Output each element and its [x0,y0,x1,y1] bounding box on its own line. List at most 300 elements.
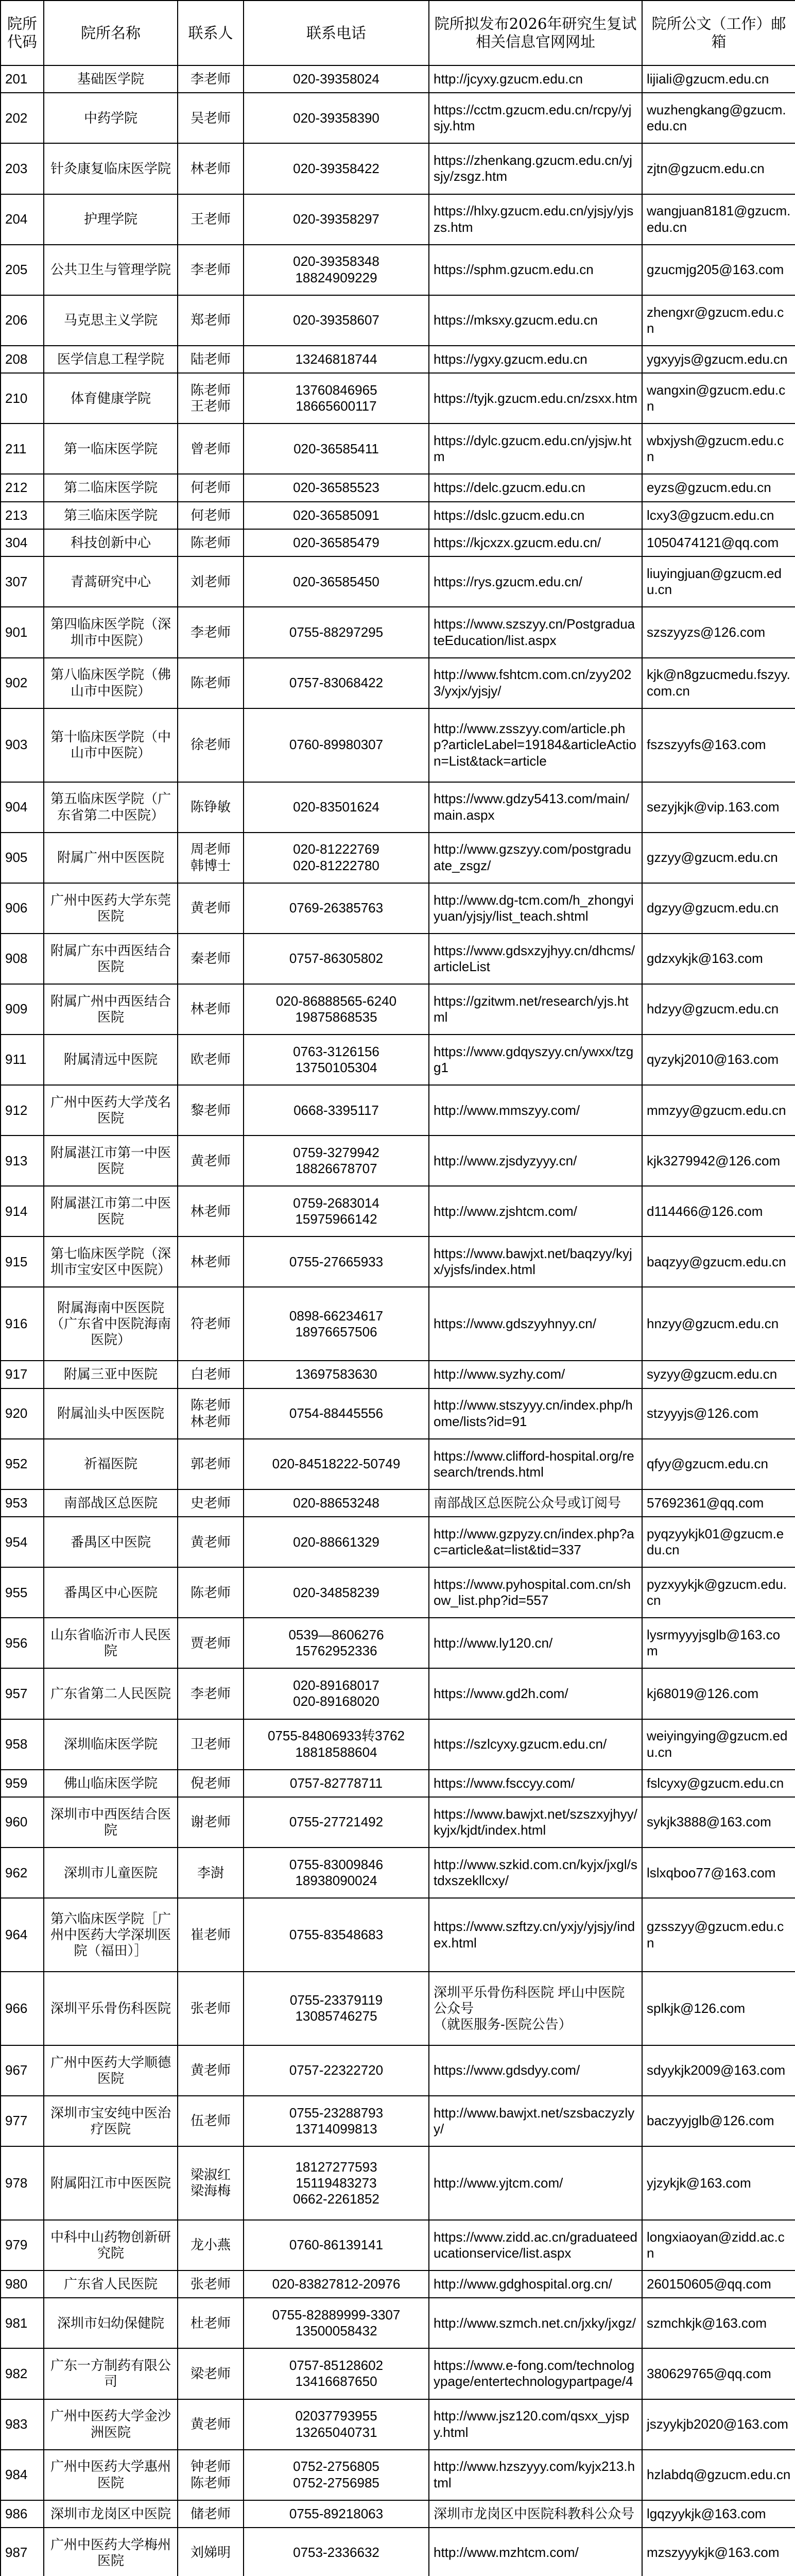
contact-phone: 0754-88445556 [244,1388,429,1439]
table-row [1,93,795,143]
institute-code: 978 [1,2146,44,2220]
institute-code: 203 [1,143,44,194]
table-row [1,1236,795,1287]
header-row [1,1,795,65]
institute-name: 广州中医药大学金沙洲医院 [44,2399,178,2450]
email-cell: splkjk@126.com [642,1972,795,2045]
website-cell: http://www.ly120.cn/ [429,1618,642,1668]
contact-person: 郭老师 [178,1439,244,1489]
institute-name: 科技创新中心 [44,529,178,556]
contact-person: 林老师 [178,984,244,1035]
institute-name: 第六临床医学院［广州中医药大学深圳医院（福田）］ [44,1898,178,1972]
institute-code: 206 [1,295,44,346]
website-cell: https://gzitwm.net/research/yjs.html [429,984,642,1035]
institute-code: 212 [1,474,44,501]
institute-name: 公共卫生与管理学院 [44,245,178,295]
institute-code: 986 [1,2500,44,2528]
institute-name: 第十临床医学院（中山市中医院） [44,708,178,782]
contact-person: 倪老师 [178,1770,244,1797]
contact-person: 秦老师 [178,934,244,984]
contact-person: 陆老师 [178,346,244,373]
website-cell: https://www.gdsdyy.com/ [429,2045,642,2096]
contact-phone: 020-84518222-50749 [244,1439,429,1489]
institute-name: 深圳平乐骨伤科医院 [44,1972,178,2045]
website-cell: https://www.gd2h.com/ [429,1668,642,1719]
contact-phone: 13760846965 18665600117 [244,373,429,423]
contact-phone: 0753-2336632 [244,2528,429,2576]
table-row [1,1439,795,1489]
contact-person: 郑老师 [178,295,244,346]
header-contact-person: 联系人 [178,1,244,65]
institute-code: 211 [1,423,44,474]
institute-code: 967 [1,2045,44,2096]
email-cell: gzsszyy@gzucm.edu.cn [642,1898,795,1972]
institute-name: 第一临床医学院 [44,423,178,474]
email-cell: 380629765@qq.com [642,2348,795,2399]
email-cell: yjzykjk@163.com [642,2146,795,2220]
contact-person: 刘娣明 [178,2528,244,2576]
contact-person: 杜老师 [178,2298,244,2348]
table-row [1,556,795,607]
table-row [1,2450,795,2500]
contact-phone: 0755-27721492 [244,1797,429,1848]
contact-person: 王老师 [178,194,244,245]
table-row [1,708,795,782]
contact-phone: 020-81222769 020-81222780 [244,833,429,883]
institute-code: 977 [1,2096,44,2146]
email-cell: mmzyy@gzucm.edu.cn [642,1085,795,1136]
website-cell: https://www.gdsxzyjhyy.cn/dhcms/articleList [429,934,642,984]
institute-code: 208 [1,346,44,373]
contact-phone: 0898-66234617 18976657506 [244,1287,429,1361]
contact-person: 梁淑红 梁海梅 [178,2146,244,2220]
institute-name: 第二临床医学院 [44,474,178,501]
email-cell: dgzyy@gzucm.edu.cn [642,883,795,934]
contact-phone: 0757-86305802 [244,934,429,984]
contact-person: 陈老师 [178,658,244,708]
email-cell: wbxjysh@gzucm.edu.cn [642,423,795,474]
institute-code: 307 [1,556,44,607]
website-cell: https://www.szftzy.cn/yxjy/yjsjy/index.html [429,1898,642,1972]
website-cell: https://www.gdszyyhnyy.cn/ [429,1287,642,1361]
website-cell: https://www.fsccyy.com/ [429,1770,642,1797]
contact-person: 曾老师 [178,423,244,474]
institute-code: 213 [1,502,44,529]
contact-person: 龙小燕 [178,2220,244,2270]
website-cell: https://dslc.gzucm.edu.cn [429,502,642,529]
contact-person: 崔老师 [178,1898,244,1972]
institute-code: 920 [1,1388,44,1439]
website-cell: https://zhenkang.gzucm.edu.cn/yjsjy/zsgz.htm [429,143,642,194]
institute-name: 针灸康复临床医学院 [44,143,178,194]
table-row [1,883,795,934]
table-row [1,143,795,194]
institute-name: 第五临床医学院（广东省第二中医院） [44,782,178,833]
table-row [1,2500,795,2528]
email-cell: pyzxyykjk@gzucm.edu.cn [642,1567,795,1618]
institute-name: 附属湛江市第一中医医院 [44,1136,178,1186]
table-row [1,1898,795,1972]
contact-person: 张老师 [178,2270,244,2298]
institute-name: 附属阳江市中医医院 [44,2146,178,2220]
website-cell: http://www.jsz120.com/qsxx_yjspy.html [429,2399,642,2450]
table-row [1,1517,795,1567]
email-cell: fszszyyfs@163.com [642,708,795,782]
website-cell: http://www.mzhtcm.com/ [429,2528,642,2576]
contact-phone: 0755-88297295 [244,607,429,657]
email-cell: wuzhengkang@gzucm.edu.cn [642,93,795,143]
contact-phone: 0755-23288793 13714099813 [244,2096,429,2146]
email-cell: lcxy3@gzucm.edu.cn [642,502,795,529]
contact-person: 李老师 [178,65,244,93]
header-website: 院所拟发布2026年研究生复试相关信息官网网址 [429,1,642,65]
contact-phone: 0760-89980307 [244,708,429,782]
institute-name: 祈福医院 [44,1439,178,1489]
email-cell: qyzykj2010@163.com [642,1035,795,1085]
contact-phone: 020-89168017 020-89168020 [244,1668,429,1719]
contact-phone: 0755-23379119 13085746275 [244,1972,429,2045]
contact-phone: 020-39358348 18824909229 [244,245,429,295]
table-row [1,245,795,295]
institute-code: 210 [1,373,44,423]
institute-name: 中科中山药物创新研究院 [44,2220,178,2270]
table-row [1,2399,795,2450]
email-cell: lslxqboo77@163.com [642,1848,795,1898]
table-row [1,1361,795,1388]
email-cell: lijiali@gzucm.edu.cn [642,65,795,93]
contact-phone: 0752-2756805 0752-2756985 [244,2450,429,2500]
table-row [1,65,795,93]
email-cell: jszyykjb2020@163.com [642,2399,795,2450]
contact-phone: 020-83827812-20976 [244,2270,429,2298]
contact-person: 徐老师 [178,708,244,782]
website-cell: https://www.gdqyszyy.cn/ywxx/tzgg1 [429,1035,642,1085]
institute-code: 204 [1,194,44,245]
institute-code: 911 [1,1035,44,1085]
website-cell: 深圳市龙岗区中医院科教科公众号 [429,2500,642,2528]
institute-name: 深圳市中西医结合医院 [44,1797,178,1848]
website-cell: http://www.zsszyy.com/article.php?articleLabel=19184&articleAction=List&tack=article [429,708,642,782]
table-header [1,1,795,65]
contact-person: 钟老师 陈老师 [178,2450,244,2500]
table-body [1,65,795,2576]
table-row [1,2298,795,2348]
email-cell: lgqzyykjk@163.com [642,2500,795,2528]
contact-person: 林老师 [178,143,244,194]
institute-code: 909 [1,984,44,1035]
contact-person: 谢老师 [178,1797,244,1848]
website-cell: http://www.gzpyzy.cn/index.php?ac=article&at=list&tid=337 [429,1517,642,1567]
email-cell: sezyjkjk@vip.163.com [642,782,795,833]
website-cell: https://www.pyhospital.com.cn/show_list.php?id=557 [429,1567,642,1618]
email-cell: gzzyy@gzucm.edu.cn [642,833,795,883]
table-row [1,1719,795,1770]
institute-code: 979 [1,2220,44,2270]
institute-name: 广州中医药大学顺德医院 [44,2045,178,2096]
table-row [1,2220,795,2270]
institute-code: 904 [1,782,44,833]
website-cell: http://www.hzszyyy.com/kyjx213.html [429,2450,642,2500]
website-cell: https://www.szszyy.cn/PostgraduateEducation/list.aspx [429,607,642,657]
institute-code: 903 [1,708,44,782]
email-cell: qfyy@gzucm.edu.cn [642,1439,795,1489]
institute-name: 附属广东中西医结合医院 [44,934,178,984]
table-row [1,934,795,984]
contact-person: 陈老师 王老师 [178,373,244,423]
email-cell: szszyyzs@126.com [642,607,795,657]
institute-code: 956 [1,1618,44,1668]
contact-phone: 020-39358024 [244,65,429,93]
contact-person: 史老师 [178,1489,244,1517]
website-cell: https://delc.gzucm.edu.cn [429,474,642,501]
institute-code: 960 [1,1797,44,1848]
website-cell: https://szlcyxy.gzucm.edu.cn/ [429,1719,642,1770]
contact-person: 黎老师 [178,1085,244,1136]
contact-phone: 020-36585523 [244,474,429,501]
website-cell: https://ygxy.gzucm.edu.cn [429,346,642,373]
contact-person: 黄老师 [178,1517,244,1567]
table-row [1,1797,795,1848]
website-cell: http://www.gzszyy.com/postgraduate_zsgz/ [429,833,642,883]
contact-person: 陈老师 林老师 [178,1388,244,1439]
contact-person: 符老师 [178,1287,244,1361]
contact-person: 贾老师 [178,1618,244,1668]
contact-phone: 0668-3395117 [244,1085,429,1136]
contact-phone: 0760-86139141 [244,2220,429,2270]
contact-phone: 0757-22322720 [244,2045,429,2096]
contact-phone: 0755-82889999-3307 13500058432 [244,2298,429,2348]
contact-person: 林老师 [178,1236,244,1287]
institute-code: 983 [1,2399,44,2450]
contact-person: 李老师 [178,607,244,657]
email-cell: kjk@n8gzucmedu.fszyy.com.cn [642,658,795,708]
institute-code: 984 [1,2450,44,2500]
contact-person: 李澍 [178,1848,244,1898]
contact-phone: 020-36585479 [244,529,429,556]
email-cell: wangxin@gzucm.edu.cn [642,373,795,423]
institute-name: 深圳临床医学院 [44,1719,178,1770]
website-cell: https://mksxy.gzucm.edu.cn [429,295,642,346]
contact-phone: 020-36585091 [244,502,429,529]
contact-person: 黄老师 [178,1136,244,1186]
website-cell: https://tyjk.gzucm.edu.cn/zsxx.htm [429,373,642,423]
contact-phone: 0757-83068422 [244,658,429,708]
institute-name: 第三临床医学院 [44,502,178,529]
table-row [1,1035,795,1085]
table-row [1,1618,795,1668]
contact-phone: 0759-2683014 15975966142 [244,1186,429,1236]
table-row [1,607,795,657]
table-row [1,2348,795,2399]
table-row [1,529,795,556]
email-cell: sdyykjk2009@163.com [642,2045,795,2096]
table-row [1,2146,795,2220]
email-cell: lysrmyyyjsglb@163.com [642,1618,795,1668]
contact-phone: 0769-26385763 [244,883,429,934]
institute-name: 广州中医药大学东莞医院 [44,883,178,934]
email-cell: kj68019@126.com [642,1668,795,1719]
contact-phone: 020-88661329 [244,1517,429,1567]
table-row [1,1136,795,1186]
institute-code: 916 [1,1287,44,1361]
contact-phone: 0763-3126156 13750105304 [244,1035,429,1085]
institute-code: 958 [1,1719,44,1770]
website-cell: http://www.szkid.com.cn/kyjx/jxgl/stdxszekllcxy/ [429,1848,642,1898]
contact-phone: 0755-89218063 [244,2500,429,2528]
website-cell: https://cctm.gzucm.edu.cn/rcpy/yjsjy.htm [429,93,642,143]
email-cell: mzszyyykjk@163.com [642,2528,795,2576]
email-cell: 57692361@qq.com [642,1489,795,1517]
institute-name: 深圳市妇幼保健院 [44,2298,178,2348]
email-cell: gzucmjg205@163.com [642,245,795,295]
contact-phone: 18127277593 15119483273 0662-2261852 [244,2146,429,2220]
email-cell: 1050474121@qq.com [642,529,795,556]
institute-code: 957 [1,1668,44,1719]
institute-name: 基础医学院 [44,65,178,93]
website-cell: https://dylc.gzucm.edu.cn/yjsjw.htm [429,423,642,474]
institute-code: 914 [1,1186,44,1236]
contact-phone: 0755-83009846 18938090024 [244,1848,429,1898]
contact-phone: 020-39358390 [244,93,429,143]
contact-phone: 020-36585450 [244,556,429,607]
contact-person: 刘老师 [178,556,244,607]
table-row [1,2270,795,2298]
table-row [1,2096,795,2146]
website-cell: http://www.bawjxt.net/szsbaczyzlyy/ [429,2096,642,2146]
institute-name: 附属三亚中医院 [44,1361,178,1388]
contact-phone: 0539—8606276 15762952336 [244,1618,429,1668]
table-row [1,1489,795,1517]
email-cell: hdzyy@gzucm.edu.cn [642,984,795,1035]
contact-phone: 020-88653248 [244,1489,429,1517]
contact-phone: 0755-83548683 [244,1898,429,1972]
website-cell: http://www.zjsdyzyyy.cn/ [429,1136,642,1186]
institute-code: 902 [1,658,44,708]
table-row [1,1972,795,2045]
contact-person: 伍老师 [178,2096,244,2146]
contact-phone: 0757-82778711 [244,1770,429,1797]
institute-code: 912 [1,1085,44,1136]
institute-name: 附属清远中医院 [44,1035,178,1085]
contact-person: 储老师 [178,2500,244,2528]
email-cell: gdzxykjk@163.com [642,934,795,984]
table-row [1,502,795,529]
contact-phone: 0755-84806933转3762 18818588604 [244,1719,429,1770]
table-row [1,1567,795,1618]
institute-name: 番禺区中心医院 [44,1567,178,1618]
website-cell: https://www.e-fong.com/technologypage/entertechnologypartpage/4 [429,2348,642,2399]
contact-phone: 020-39358607 [244,295,429,346]
institute-code: 966 [1,1972,44,2045]
table-row [1,1085,795,1136]
institute-name: 附属广州中西医结合医院 [44,984,178,1035]
institute-name: 第八临床医学院（佛山市中医院） [44,658,178,708]
email-cell: 260150605@qq.com [642,2270,795,2298]
table-row [1,373,795,423]
institute-code: 915 [1,1236,44,1287]
website-cell: https://www.bawjxt.net/baqzyy/kyjx/yjsfs/index.html [429,1236,642,1287]
institute-code: 901 [1,607,44,657]
website-cell: http://www.syzhy.com/ [429,1361,642,1388]
contact-phone: 13246818744 [244,346,429,373]
website-cell: http://www.stszyyy.cn/index.php/home/lists?id=91 [429,1388,642,1439]
institute-name: 附属广州中医医院 [44,833,178,883]
table-row [1,984,795,1035]
institute-name: 山东省临沂市人民医院 [44,1618,178,1668]
email-cell: liuyingjuan@gzucm.edu.cn [642,556,795,607]
institute-code: 964 [1,1898,44,1972]
email-cell: ygxyyjs@gzucm.edu.cn [642,346,795,373]
contact-person: 何老师 [178,502,244,529]
contact-phone: 020-39358297 [244,194,429,245]
institute-name: 番禺区中医院 [44,1517,178,1567]
institute-name: 体育健康学院 [44,373,178,423]
institute-code: 205 [1,245,44,295]
header-phone: 联系电话 [244,1,429,65]
institute-name: 附属湛江市第二中医医院 [44,1186,178,1236]
institute-code: 980 [1,2270,44,2298]
website-cell: https://sphm.gzucm.edu.cn [429,245,642,295]
email-cell: eyzs@gzucm.edu.cn [642,474,795,501]
website-cell: http://www.mmszyy.com/ [429,1085,642,1136]
institute-name: 第七临床医学院（深圳市宝安区中医院） [44,1236,178,1287]
email-cell: fslcyxy@gzucm.edu.cn [642,1770,795,1797]
institute-code: 953 [1,1489,44,1517]
table-row [1,194,795,245]
website-cell: http://www.szmch.net.cn/jxky/jxgz/ [429,2298,642,2348]
institute-name: 深圳市龙岗区中医院 [44,2500,178,2528]
email-cell: d114466@126.com [642,1186,795,1236]
contact-person: 陈老师 [178,1567,244,1618]
institute-name: 医学信息工程学院 [44,346,178,373]
institute-code: 954 [1,1517,44,1567]
website-cell: 深圳平乐骨伤科医院 坪山中医院公众号 （就医服务-医院公告） [429,1972,642,2045]
contact-person: 林老师 [178,1186,244,1236]
contact-person: 何老师 [178,474,244,501]
contact-phone: 13697583630 [244,1361,429,1388]
institute-name: 第四临床医学院（深圳市中医院） [44,607,178,657]
website-cell: http://www.zjshtcm.com/ [429,1186,642,1236]
institute-name: 附属汕头中医医院 [44,1388,178,1439]
email-cell: weiyingying@gzucm.edu.cn [642,1719,795,1770]
header-code: 院所代码 [1,1,44,65]
header-name: 院所名称 [44,1,178,65]
institute-code: 982 [1,2348,44,2399]
institute-name: 马克思主义学院 [44,295,178,346]
contact-phone: 0755-27665933 [244,1236,429,1287]
table-row [1,2045,795,2096]
contact-person: 周老师 韩博士 [178,833,244,883]
contact-phone: 0757-85128602 13416687650 [244,2348,429,2399]
email-cell: longxiaoyan@zidd.ac.cn [642,2220,795,2270]
table-row [1,1287,795,1361]
email-cell: baqzyy@gzucm.edu.cn [642,1236,795,1287]
table-row [1,782,795,833]
website-cell: https://www.bawjxt.net/szszxyjhyy/kyjx/kjdt/index.html [429,1797,642,1848]
table-row [1,1388,795,1439]
email-cell: syzyy@gzucm.edu.cn [642,1361,795,1388]
email-cell: baczyyjglb@126.com [642,2096,795,2146]
website-cell: http://www.fshtcm.com.cn/zyy2023/yxjx/yjsjy/ [429,658,642,708]
institute-name: 广州中医药大学惠州医院 [44,2450,178,2500]
header-email: 院所公文（工作）邮箱 [642,1,795,65]
website-cell: https://www.clifford-hospital.org/research/trends.html [429,1439,642,1489]
institute-name: 南部战区总医院 [44,1489,178,1517]
email-cell: zhengxr@gzucm.edu.cn [642,295,795,346]
email-cell: zjtn@gzucm.edu.cn [642,143,795,194]
institute-name: 附属海南中医医院（广东省中医院海南医院） [44,1287,178,1361]
contact-phone: 020-36585411 [244,423,429,474]
